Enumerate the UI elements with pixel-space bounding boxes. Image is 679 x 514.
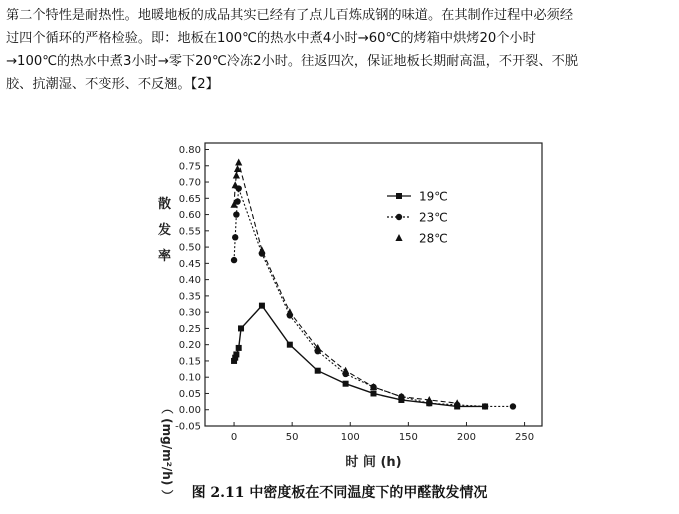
legend-label: 23℃ xyxy=(419,210,448,225)
data-point xyxy=(482,403,488,409)
data-point xyxy=(371,390,377,396)
y-tick-label: 0.30 xyxy=(178,307,201,319)
legend-marker xyxy=(395,234,402,241)
data-point xyxy=(287,342,293,348)
y-tick-label: 0.75 xyxy=(178,161,201,173)
data-point xyxy=(238,325,244,331)
y-tick-label: 0.00 xyxy=(178,405,201,417)
y-tick-label: 0.50 xyxy=(178,242,201,254)
y-tick-label: 0.55 xyxy=(178,226,201,238)
y-tick-label: 0.20 xyxy=(178,340,201,352)
x-tick-label: 200 xyxy=(456,432,477,443)
data-point xyxy=(232,181,239,188)
x-tick-label: 250 xyxy=(515,432,535,443)
legend-label: 28℃ xyxy=(419,231,448,246)
data-point xyxy=(315,368,321,374)
y-tick-label: 0.35 xyxy=(178,291,201,303)
data-point xyxy=(233,211,239,217)
data-point xyxy=(233,351,239,357)
y-tick-label: 0.25 xyxy=(178,323,201,335)
data-point xyxy=(454,399,461,406)
y-axis-label: 散发率 xyxy=(158,197,172,264)
y-tick-label: 0.60 xyxy=(178,210,201,222)
y-tick-label: 0.45 xyxy=(178,258,201,270)
paragraph-line-1: 第二个特性是耐热性。地暖地板的成品其实已经有了点儿百炼成钢的味道。在其制作过程中必须经 xyxy=(6,8,574,23)
y-tick-label: 0.80 xyxy=(178,145,201,157)
y-tick-label: 0.05 xyxy=(178,388,201,400)
data-point xyxy=(232,234,238,240)
series-line-1 xyxy=(234,306,485,407)
y-tick-label: -0.05 xyxy=(175,421,201,433)
data-point xyxy=(235,159,242,166)
legend-label: 19℃ xyxy=(419,189,448,204)
data-point xyxy=(236,345,242,351)
x-tick-label: 100 xyxy=(340,432,360,443)
x-tick-label: 150 xyxy=(398,432,418,443)
y-tick-label: 0.65 xyxy=(178,193,201,205)
y-tick-label: 0.70 xyxy=(178,177,201,189)
y-tick-label: 0.15 xyxy=(178,356,201,368)
data-point xyxy=(233,172,240,179)
data-point xyxy=(231,257,237,263)
data-point xyxy=(259,303,265,309)
paragraph-line-4: 胶、抗潮湿、不变形、不反翘。【2】 xyxy=(6,77,219,92)
legend-marker xyxy=(396,193,402,199)
y-tick-label: 0.10 xyxy=(178,372,201,384)
data-point xyxy=(258,246,265,253)
x-axis-label: 时 间 (h) xyxy=(345,455,402,470)
x-tick-label: 50 xyxy=(285,432,299,443)
paragraph-line-2: 过四个循环的严格检验。即：地板在100℃的热水中煮4小时→60℃的烤箱中烘烤20个小时 xyxy=(6,31,536,46)
data-point xyxy=(510,403,516,409)
series-line-2 xyxy=(234,189,513,407)
x-tick-label: 0 xyxy=(230,432,238,443)
paragraph-line-3: →100℃的热水中煮3小时→零下20℃冷冻2小时。往返四次，保证地板长期耐高温，不开裂、不脱 xyxy=(6,54,579,69)
data-point xyxy=(342,367,349,374)
y-axis-unit: （ (mg/m²/h) ） xyxy=(160,402,174,502)
y-tick-label: 0.40 xyxy=(178,275,201,287)
data-point xyxy=(343,381,349,387)
legend-marker xyxy=(396,214,402,220)
figure-caption: 图 2.11 中密度板在不同温度下的甲醛散发情况 xyxy=(191,485,488,501)
